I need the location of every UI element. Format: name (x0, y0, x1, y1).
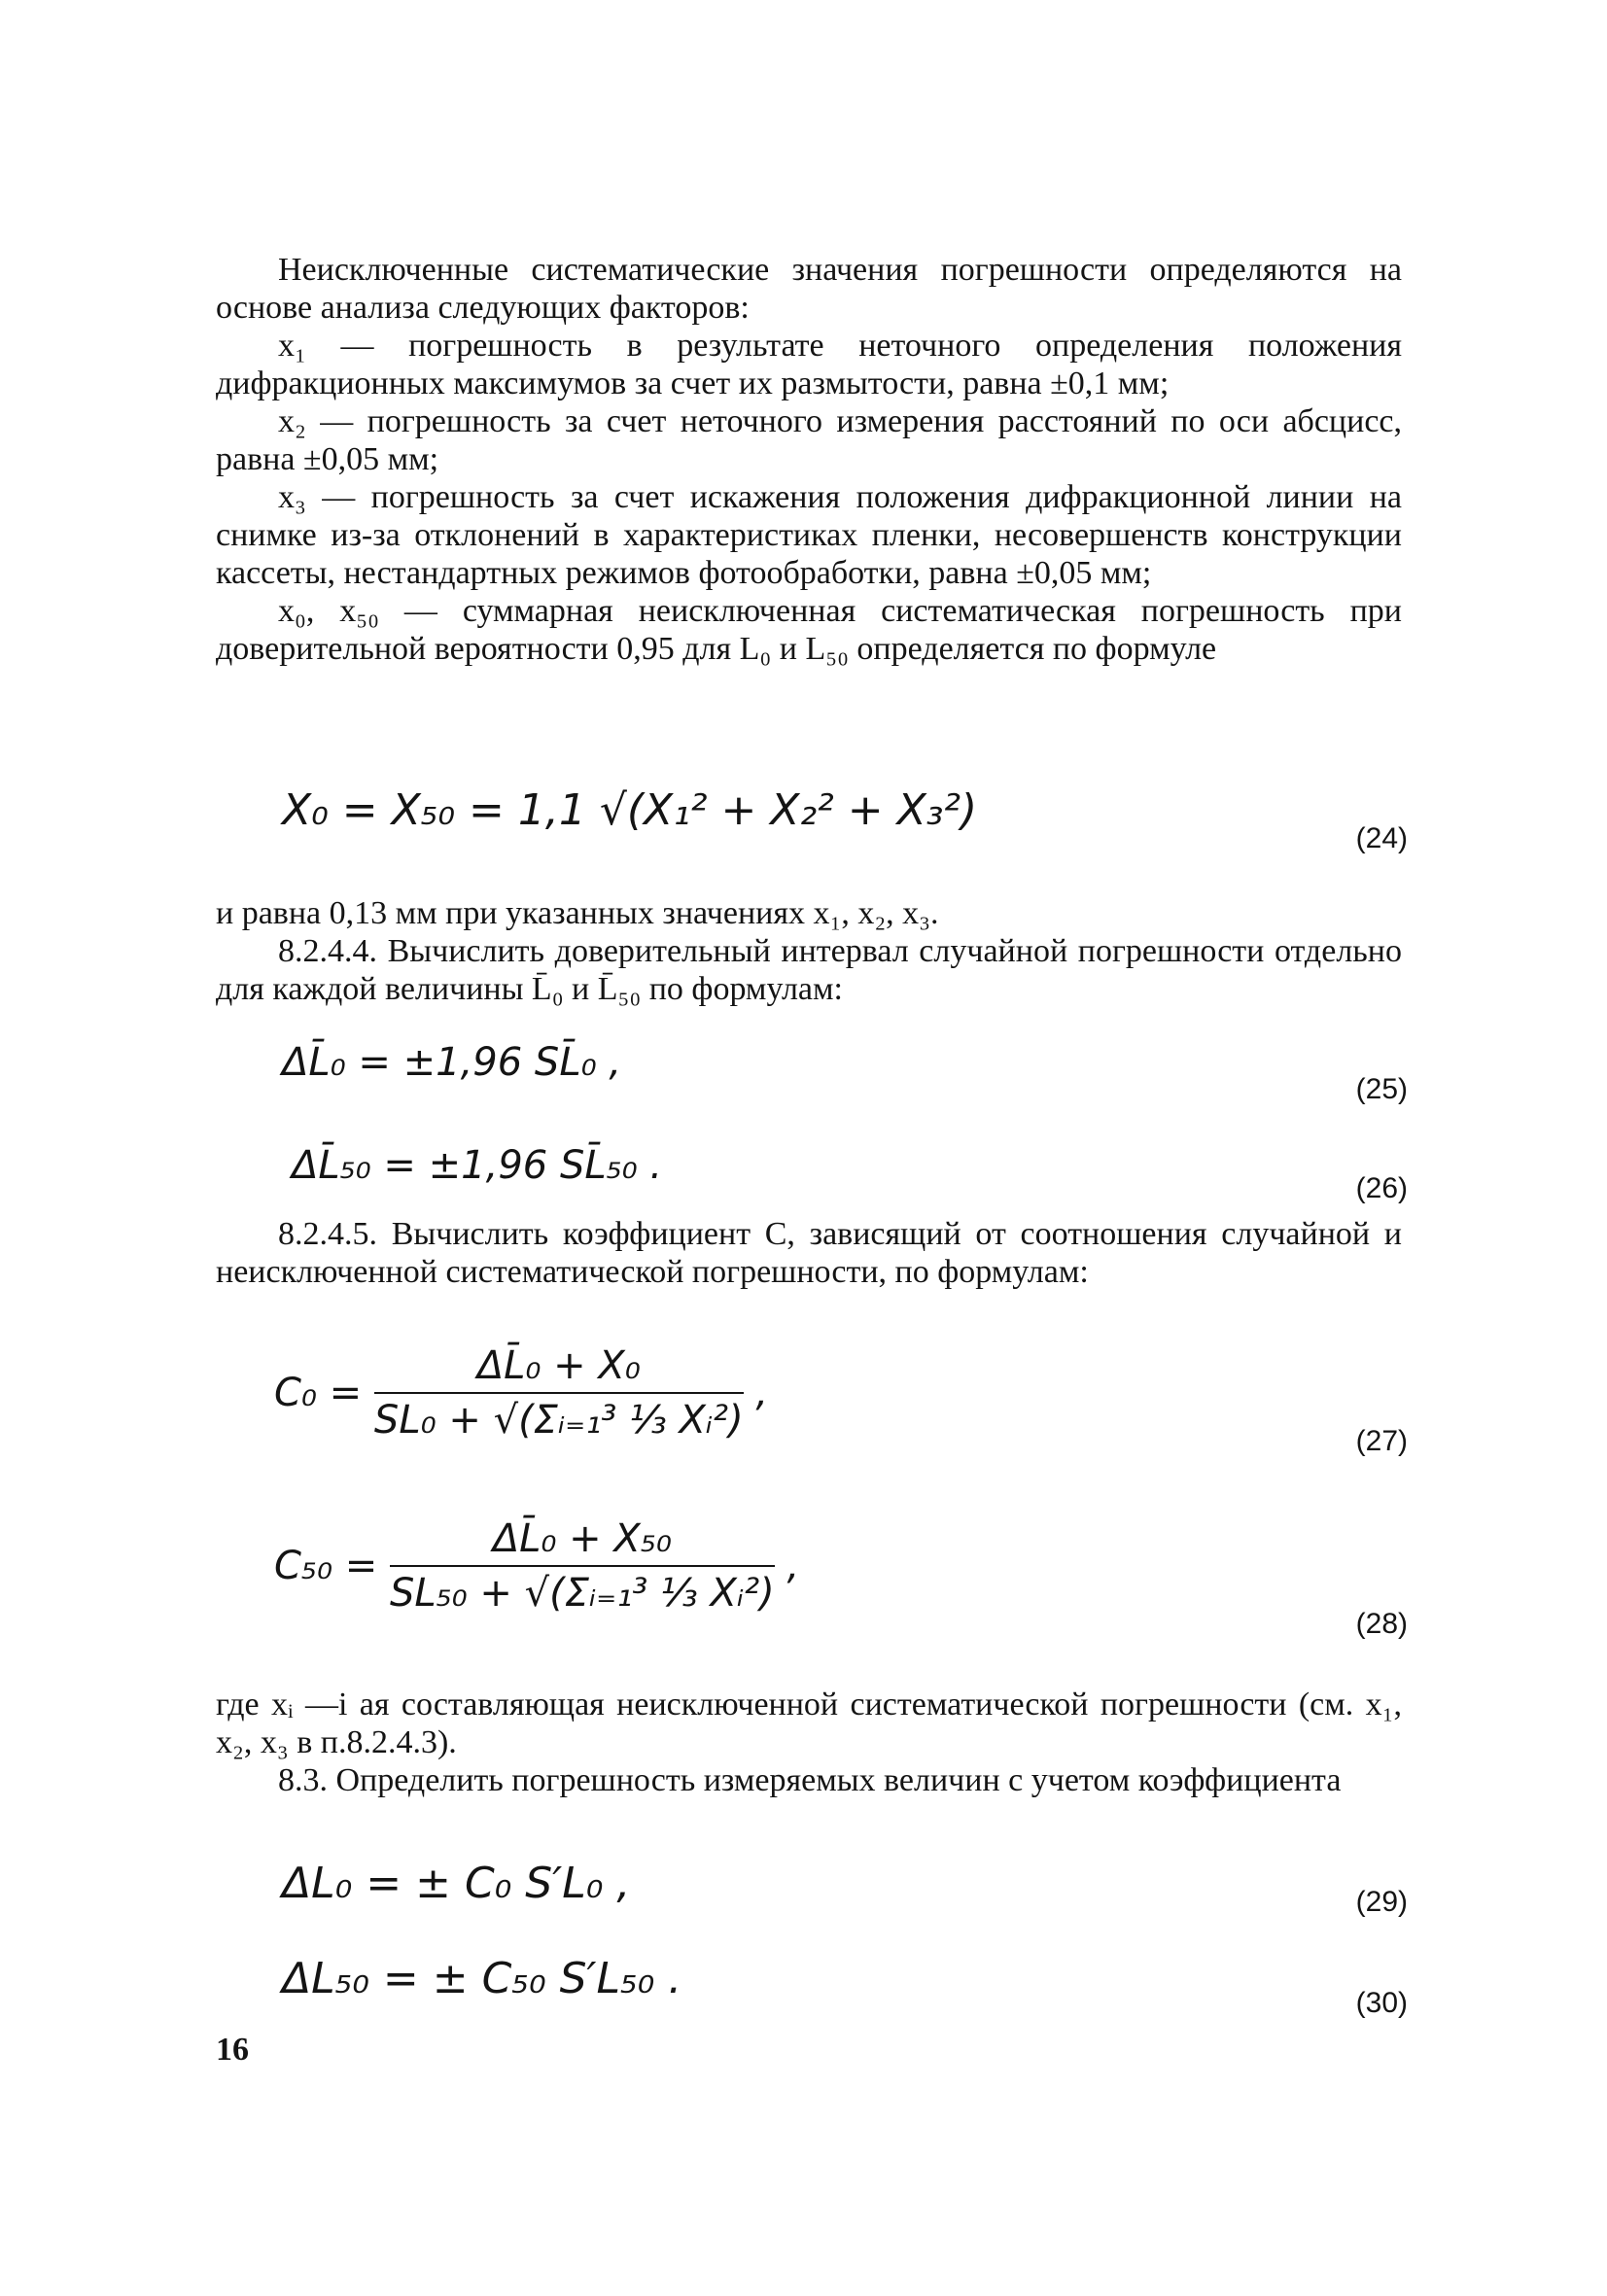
item-x1: x₁ — погрешность в результате неточного определения положения дифракционных максимумов за счет их размытости, равна ±0,1 мм; (216, 328, 1402, 401)
formula-24 (282, 785, 977, 863)
formula-28-numerator: ΔL̄₀ + X₅₀ (390, 1516, 775, 1567)
formula-29-text: ΔL₀ = ± C₀ S′L₀ , (282, 1859, 631, 1908)
equation-number-27: (27) (1355, 1425, 1408, 1457)
formula-27-numerator: ΔL̄₀ + X₀ (374, 1343, 744, 1394)
equation-number-29: (29) (1355, 1886, 1408, 1918)
item-x3: x₃ — погрешность за счет искажения положения дифракционной линии на снимке из-за отклонений в характеристиках пленки, несовершенств конструкции кассеты, нестандартных режимов фотообработки, равна ±0,05 мм; (216, 479, 1402, 591)
formula-24-text: X₀ = X₅₀ = 1,1 √(X₁² + X₂² + X₃²) (282, 785, 978, 835)
formula-27 (274, 1343, 768, 1479)
formula-25 (282, 1040, 621, 1118)
item-x2: x₂ — погрешность за счет неточного измерения расстояний по оси абсцисс, равна ±0,05 мм; (216, 403, 1402, 477)
paragraph-8-2-4-5: 8.2.4.5. Вычислить коэффициент C, зависящий от соотношения случайной и неисключенной систематической погрешности, по формулам: (216, 1216, 1402, 1290)
item-x0: x₀, x₅₀ — суммарная неисключенная систематическая погрешность при доверительной вероятности 0,95 для L₀ и L₅₀ определяется по формуле (216, 593, 1402, 667)
equation-number-25: (25) (1355, 1073, 1408, 1105)
formula-28-denominator: SL₅₀ + √(Σᵢ₌₁³ ⅓ Xᵢ²) (389, 1571, 775, 1616)
paragraph-after-24: и равна 0,13 мм при указанных значениях x₁, x₂, x₃. (216, 895, 939, 931)
formula-27-fraction (374, 1343, 744, 1443)
equation-number-28: (28) (1355, 1608, 1408, 1640)
formula-27-lhs: C₀ = (274, 1371, 363, 1415)
formula-30 (282, 1954, 681, 2032)
paragraph-8-3: 8.3. Определить погрешность измеряемых величин с учетом коэффициента (278, 1762, 1342, 1798)
formula-28-fraction (390, 1516, 775, 1616)
formula-28 (274, 1516, 799, 1652)
where-block (216, 1686, 1402, 1799)
formula-26 (292, 1143, 662, 1221)
intro-block (216, 251, 1402, 668)
formula-28-tail: , (786, 1544, 800, 1588)
paragraph-intro: Неисключенные систематические значения погрешности определяются на основе анализа следующих факторов: (216, 252, 1402, 326)
paragraph-8-2-4-5-block (216, 1215, 1402, 1291)
formula-30-text: ΔL₅₀ = ± C₅₀ S′L₅₀ . (282, 1954, 682, 2003)
paragraph-8-2-4-4: 8.2.4.4. Вычислить доверительный интервал случайной погрешности отдельно для каждой величины L̄₀ и L̄₅₀ по формулам: (216, 933, 1402, 1007)
formula-26-text: ΔL̄₅₀ = ±1,96 SL̄₅₀ . (292, 1143, 663, 1188)
equation-number-24: (24) (1355, 822, 1408, 854)
formula-27-denominator: SL₀ + √(Σᵢ₌₁³ ⅓ Xᵢ²) (373, 1398, 744, 1443)
paragraph-where-xi: где xᵢ —i ая составляющая неисключенной систематической погрешности (см. x₁, x₂, x₃ в п.8.2.4.3). (216, 1687, 1402, 1760)
after-24-block (216, 894, 1402, 1008)
formula-27-tail: , (755, 1371, 769, 1415)
equation-number-26: (26) (1355, 1172, 1408, 1204)
page-number: 16 (216, 2032, 249, 2068)
formula-29 (282, 1859, 630, 1936)
formula-25-text: ΔL̄₀ = ±1,96 SL̄₀ , (282, 1040, 622, 1085)
equation-number-30: (30) (1355, 1987, 1408, 2019)
formula-28-lhs: C₅₀ = (274, 1544, 378, 1588)
